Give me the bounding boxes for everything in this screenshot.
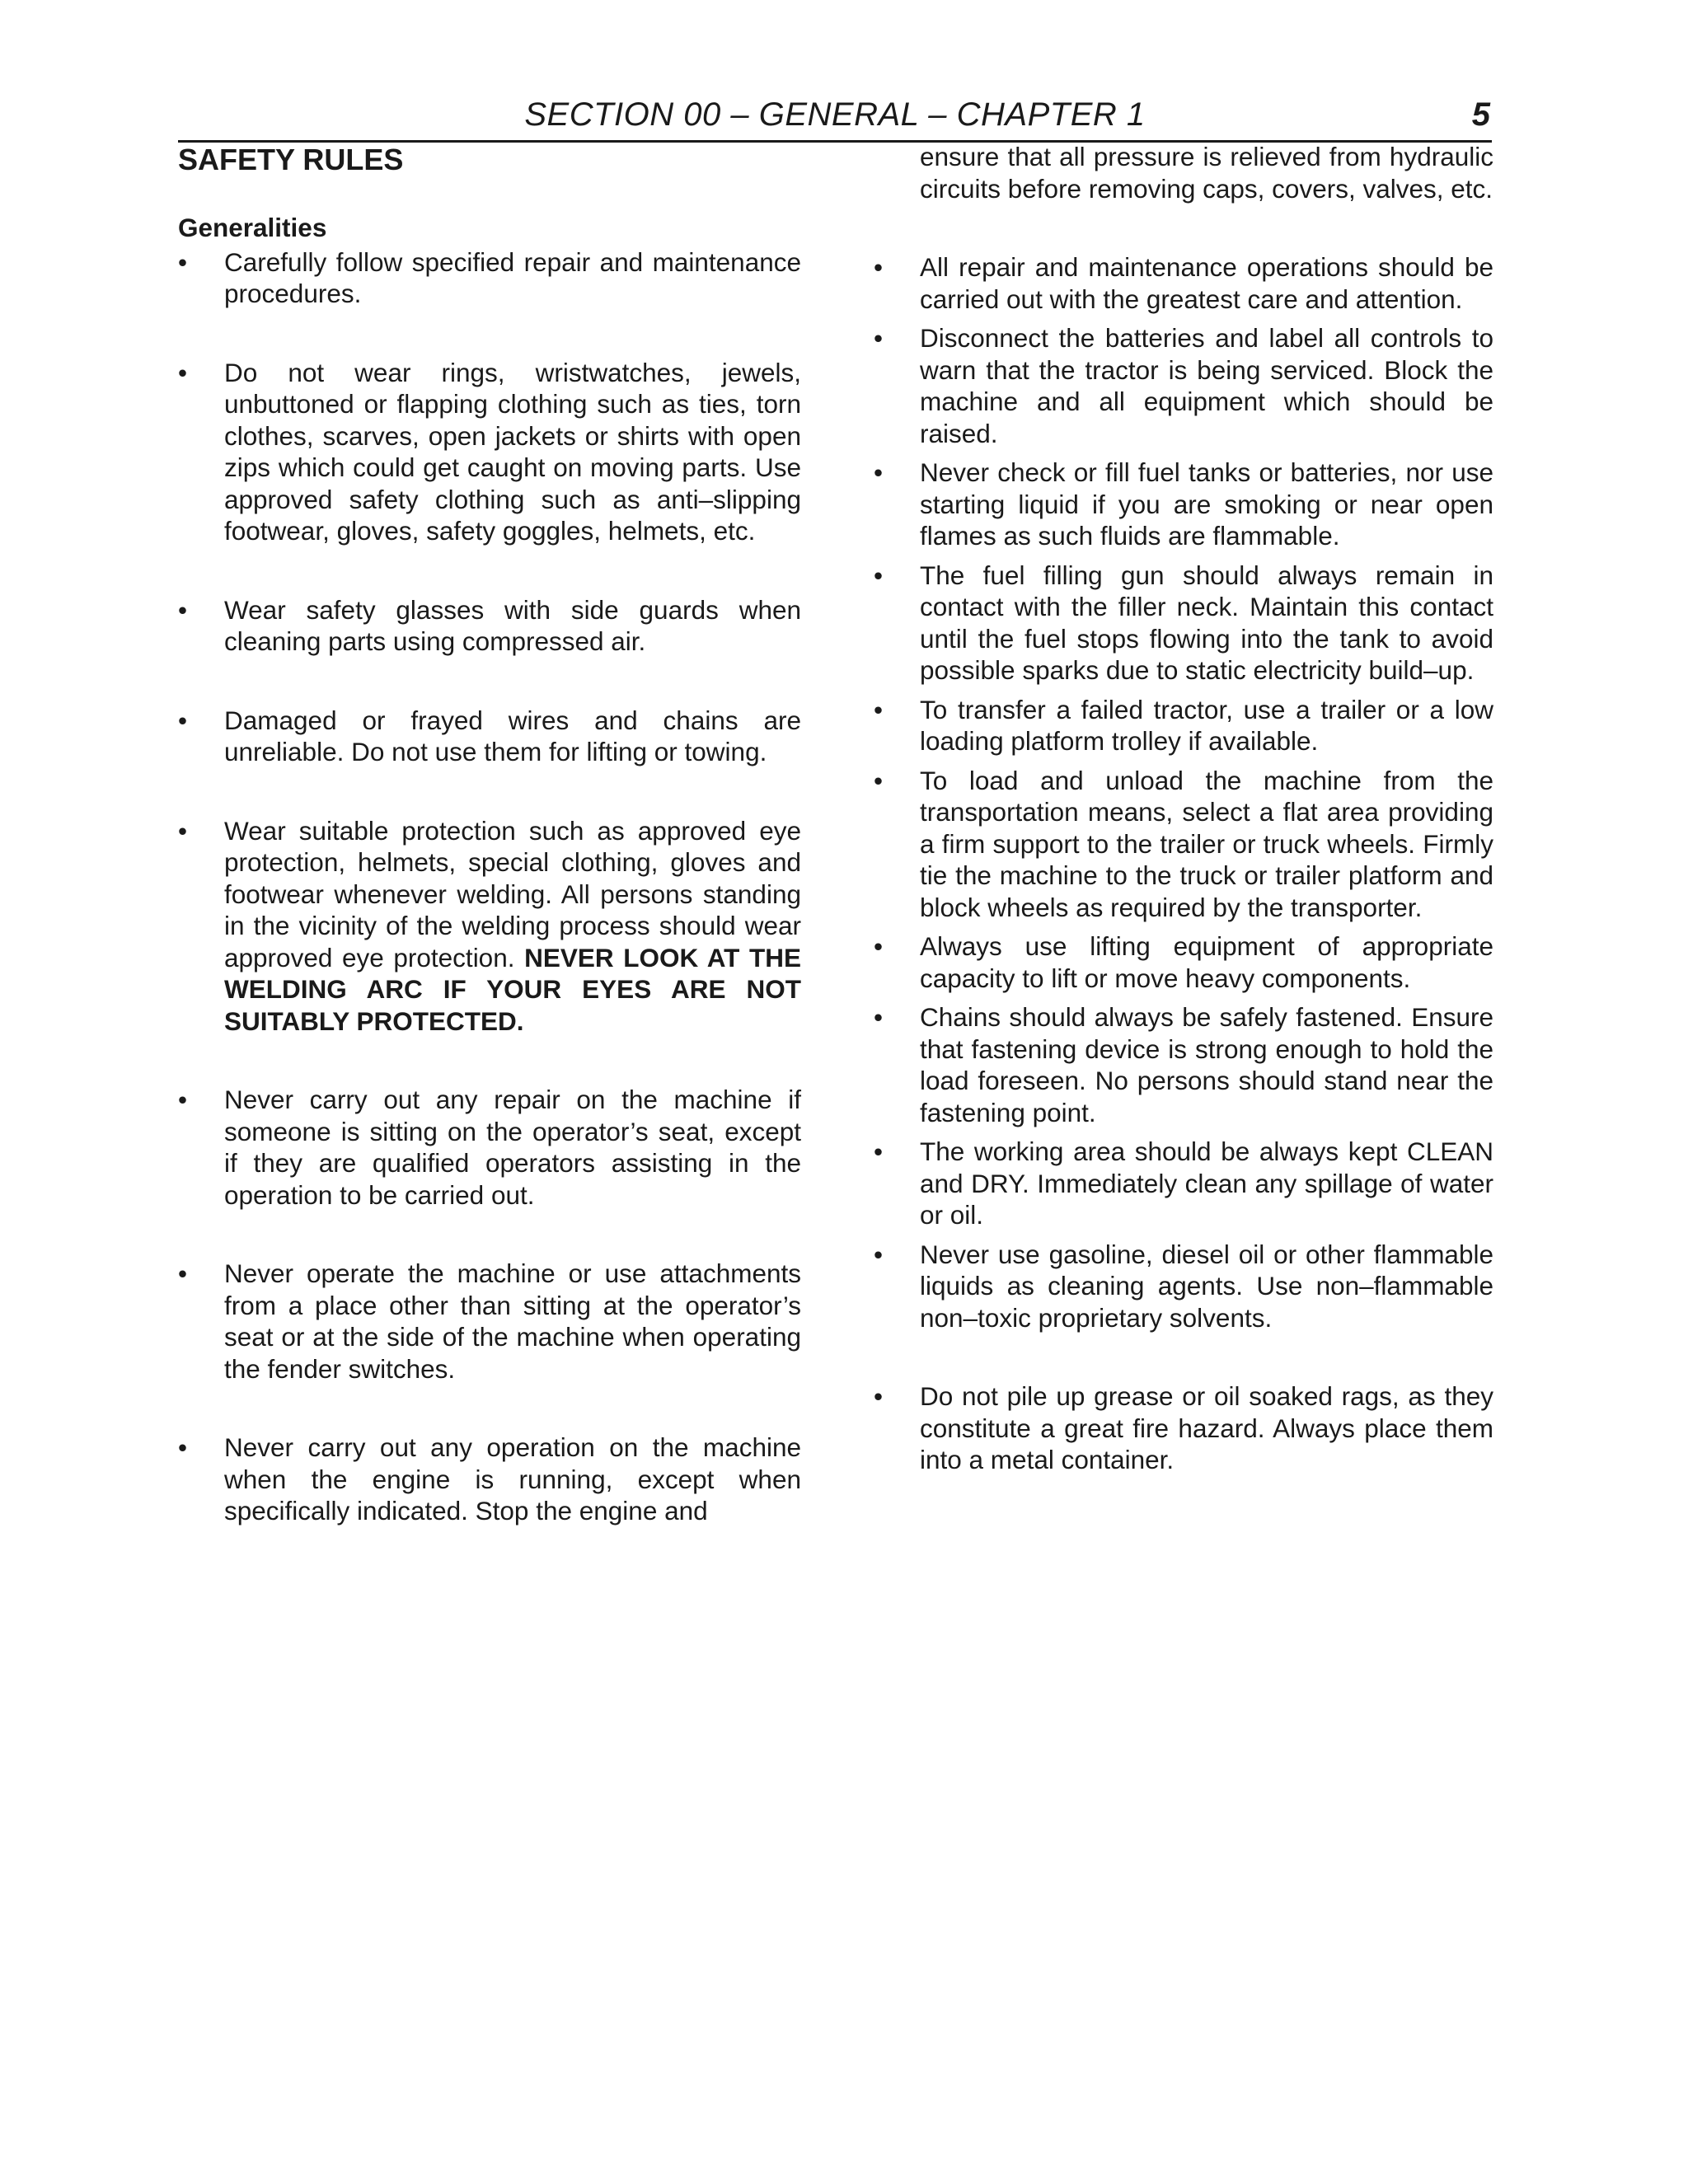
list-item: [874, 457, 1493, 552]
list-item: [874, 1136, 1493, 1231]
list-item: [178, 705, 801, 768]
left-column: [178, 140, 801, 1527]
list-item-text: Carefully follow specified repair and maintenance procedures.: [224, 246, 801, 308]
list-item-text: Never carry out any operation on the machine when the engine is running, except when specifically indicated. Stop the engine and: [224, 1432, 801, 1526]
bullet-icon: •: [874, 323, 884, 353]
running-header-title: SECTION 00 – GENERAL – CHAPTER 1: [524, 96, 1146, 133]
bullet-icon: •: [178, 246, 188, 277]
list-item: [178, 594, 801, 658]
list-item-text: [224, 815, 801, 1038]
page-number: 5: [1471, 96, 1490, 133]
list-item-text: Never use gasoline, diesel oil or other flammable liquids as cleaning agents. Use non–flammable non–toxic proprietary solvents.: [920, 1239, 1493, 1333]
list-item-text: To transfer a failed tractor, use a trailer or a low loading platform trolley if available.: [920, 694, 1493, 756]
list-item-text: Never operate the machine or use attachments from a place other than sitting at the operator’s seat or at the side of the machine when operating the fender switches.: [224, 1258, 801, 1384]
bullet-icon: •: [874, 560, 884, 590]
list-item: [874, 1380, 1493, 1476]
list-item-text: To load and unload the machine from the transportation means, select a flat area providing a firm support to the trailer or truck wheels. Firmly tie the machine to the truck or trailer platform and block wheels as required by the transporter.: [920, 765, 1493, 922]
continued-paragraph: ensure that all pressure is relieved from hydraulic circuits before removing caps, covers, valves, etc.: [920, 142, 1493, 204]
bullet-icon: •: [874, 252, 884, 282]
bullet-icon: •: [178, 1258, 188, 1288]
section-title: SAFETY RULES: [178, 143, 404, 176]
list-item: [178, 1084, 801, 1211]
bullet-icon: •: [178, 594, 188, 625]
welding-warning: NEVER LOOK AT THE WELDING ARC IF YOUR EYES ARE NOT SUITABLY PROTECTED.: [224, 942, 801, 1036]
list-item: [874, 251, 1493, 315]
bullet-icon: •: [178, 1085, 188, 1114]
bullet-icon: •: [178, 705, 188, 735]
list-item: [178, 1432, 801, 1527]
list-item-text: All repair and maintenance operations should be carried out with the greatest care and attention.: [920, 252, 1493, 314]
bullet-icon: •: [874, 1137, 884, 1166]
list-item-text: Do not wear rings, wristwatches, jewels, unbuttoned or flapping clothing such as ties, torn clothes, scarves, open jackets or shirts with open zips which could get caught on moving parts. Use approved safety clothing such as anti–slipping footwear, gloves, safety goggles, helmets, etc.: [224, 357, 801, 546]
list-item: [874, 560, 1493, 687]
list-item: [874, 322, 1493, 449]
page-header: [178, 92, 1492, 143]
list-item-text: The working area should be always kept CLEAN and DRY. Immediately clean any spillage of water or oil.: [920, 1137, 1493, 1230]
list-item-text: The fuel filling gun should always remain in contact with the filler neck. Maintain this contact until the fuel stops flowing into the tank to avoid possible sparks due to static electricity build–up.: [920, 560, 1493, 685]
right-column: [874, 141, 1493, 1476]
list-item: [874, 765, 1493, 924]
list-item: [874, 1001, 1493, 1128]
list-item-text: Disconnect the batteries and label all controls to warn that the tractor is being serviced. Block the machine and all equipment which should be raised.: [920, 323, 1493, 448]
list-item-text: Damaged or frayed wires and chains are unreliable. Do not use them for lifting or towing.: [224, 705, 801, 766]
welding-text: Wear suitable protection such as approved eye protection, helmets, special clothing, gloves and footwear whenever welding. All persons standing in the vicinity of the welding process should wear approved eye protection.: [224, 815, 801, 972]
list-item-text: Never check or fill fuel tanks or batteries, nor use starting liquid if you are smoking or near open flames as such fluids are flammable.: [920, 457, 1493, 551]
bullet-icon: •: [874, 1239, 884, 1269]
bullet-icon: •: [178, 357, 188, 387]
list-item: [874, 1239, 1493, 1334]
bullet-icon: •: [178, 815, 188, 846]
bullet-icon: •: [178, 1432, 188, 1462]
subsection-title: Generalities: [178, 213, 327, 242]
list-item-text: Always use lifting equipment of appropriate capacity to lift or move heavy components.: [920, 931, 1493, 993]
bullet-icon: •: [874, 694, 884, 724]
list-item-text: Never carry out any repair on the machine if someone is sitting on the operator’s seat, except if they are qualified operators assisting in the operation to be carried out.: [224, 1085, 801, 1210]
bullet-icon: •: [874, 1381, 884, 1411]
list-item-text: Chains should always be safely fastened. Ensure that fastening device is strong enough to hold the load foreseen. No persons should stand near the fastening point.: [920, 1002, 1493, 1127]
bullet-icon: •: [874, 457, 884, 487]
list-item: [178, 815, 801, 1038]
list-item: [178, 246, 801, 310]
bullet-icon: •: [874, 931, 884, 961]
list-item-text: Wear safety glasses with side guards when cleaning parts using compressed air.: [224, 594, 801, 656]
bullet-icon: •: [874, 1002, 884, 1032]
list-item-text: Do not pile up grease or oil soaked rags, as they constitute a great fire hazard. Always place them into a metal container.: [920, 1381, 1493, 1474]
list-item: [874, 694, 1493, 757]
bullet-icon: •: [874, 765, 884, 795]
list-item: [178, 1258, 801, 1385]
list-item: [178, 357, 801, 547]
list-item: [874, 930, 1493, 994]
